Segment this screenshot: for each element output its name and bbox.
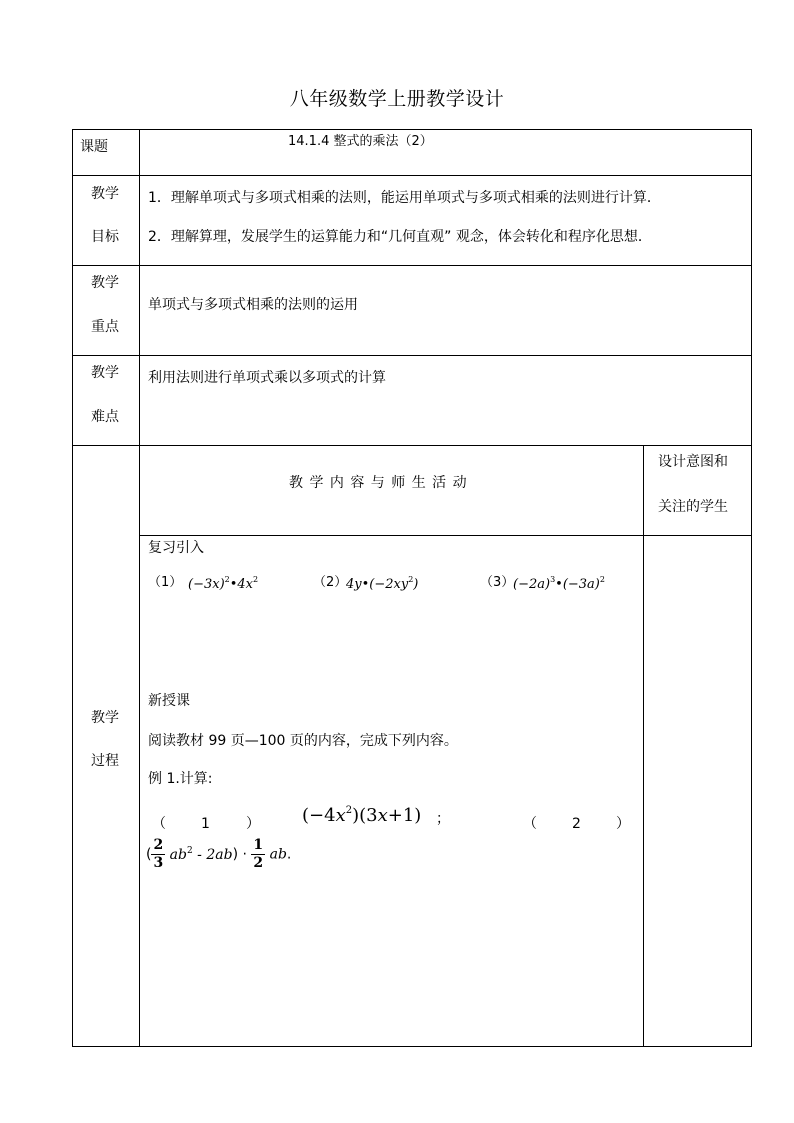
objective-item-1: 1．理解单项式与多项式相乘的法则，能运用单项式与多项式相乘的法则进行计算． xyxy=(148,190,661,206)
part-2-expression: ( $\frac{2}{3}$ $ab^2 - 2ab$) · $\frac{1}{2}$ ab. xyxy=(146,837,292,871)
part-2-open: （ xyxy=(523,816,537,832)
key-points-label-line2: 重点 xyxy=(91,319,119,335)
part-2-number: 2 xyxy=(572,816,581,832)
part-1-separator: ； xyxy=(436,811,450,827)
part-1-open: （ xyxy=(152,816,166,832)
document-title: 八年级数学上册教学设计 xyxy=(289,88,505,110)
process-label-line1: 教学 xyxy=(91,710,119,726)
process-header-design-line1: 设计意图和 xyxy=(658,454,728,470)
key-points-content: 单项式与多项式相乘的法则的运用 xyxy=(148,297,358,313)
new-lesson-heading: 新授课 xyxy=(148,693,190,709)
difficulties-label-line2: 难点 xyxy=(91,409,119,425)
topic-content: 14.1.4 整式的乘法（2） xyxy=(288,134,433,149)
reading-task: 阅读教材 99 页—100 页的内容，完成下列内容。 xyxy=(148,733,458,749)
process-header-content: 教 学 内 容 与 师 生 活 动 xyxy=(289,475,468,491)
part-1-close: ） xyxy=(246,816,260,832)
exercise-2-expression: $4y•(-2xy^2)$ xyxy=(346,575,419,592)
difficulties-content: 利用法则进行单项式乘以多项式的计算 xyxy=(148,370,386,386)
topic-label: 课题 xyxy=(80,139,108,155)
exercise-1-expression: $(-3x)^2•4x^2$ xyxy=(188,575,259,592)
exercise-3-label: （3） xyxy=(480,575,515,590)
exercise-3-expression: $(-2a)^3•(-3a)^2$ xyxy=(513,575,605,592)
exercise-1-label: （1） xyxy=(148,575,183,590)
key-points-label-line1: 教学 xyxy=(91,275,119,291)
difficulties-label-line1: 教学 xyxy=(91,365,119,381)
process-header-design-line2: 关注的学生 xyxy=(658,499,728,515)
objective-item-2: 2．理解算理，发展学生的运算能力和“几何直观” 观念，体会转化和程序化思想． xyxy=(148,229,652,245)
part-1-number: 1 xyxy=(201,816,210,832)
part-2-close: ） xyxy=(616,816,630,832)
objectives-label-line1: 教学 xyxy=(91,186,119,202)
objectives-label-line2: 目标 xyxy=(91,229,119,245)
part-1-expression: $(-4x^2)(3x+1)$ xyxy=(302,805,422,826)
process-label-line2: 过程 xyxy=(91,753,119,769)
review-heading: 复习引入 xyxy=(148,540,204,556)
example-title: 例 1.计算: xyxy=(148,771,213,787)
exercise-2-label: （2） xyxy=(313,575,348,590)
